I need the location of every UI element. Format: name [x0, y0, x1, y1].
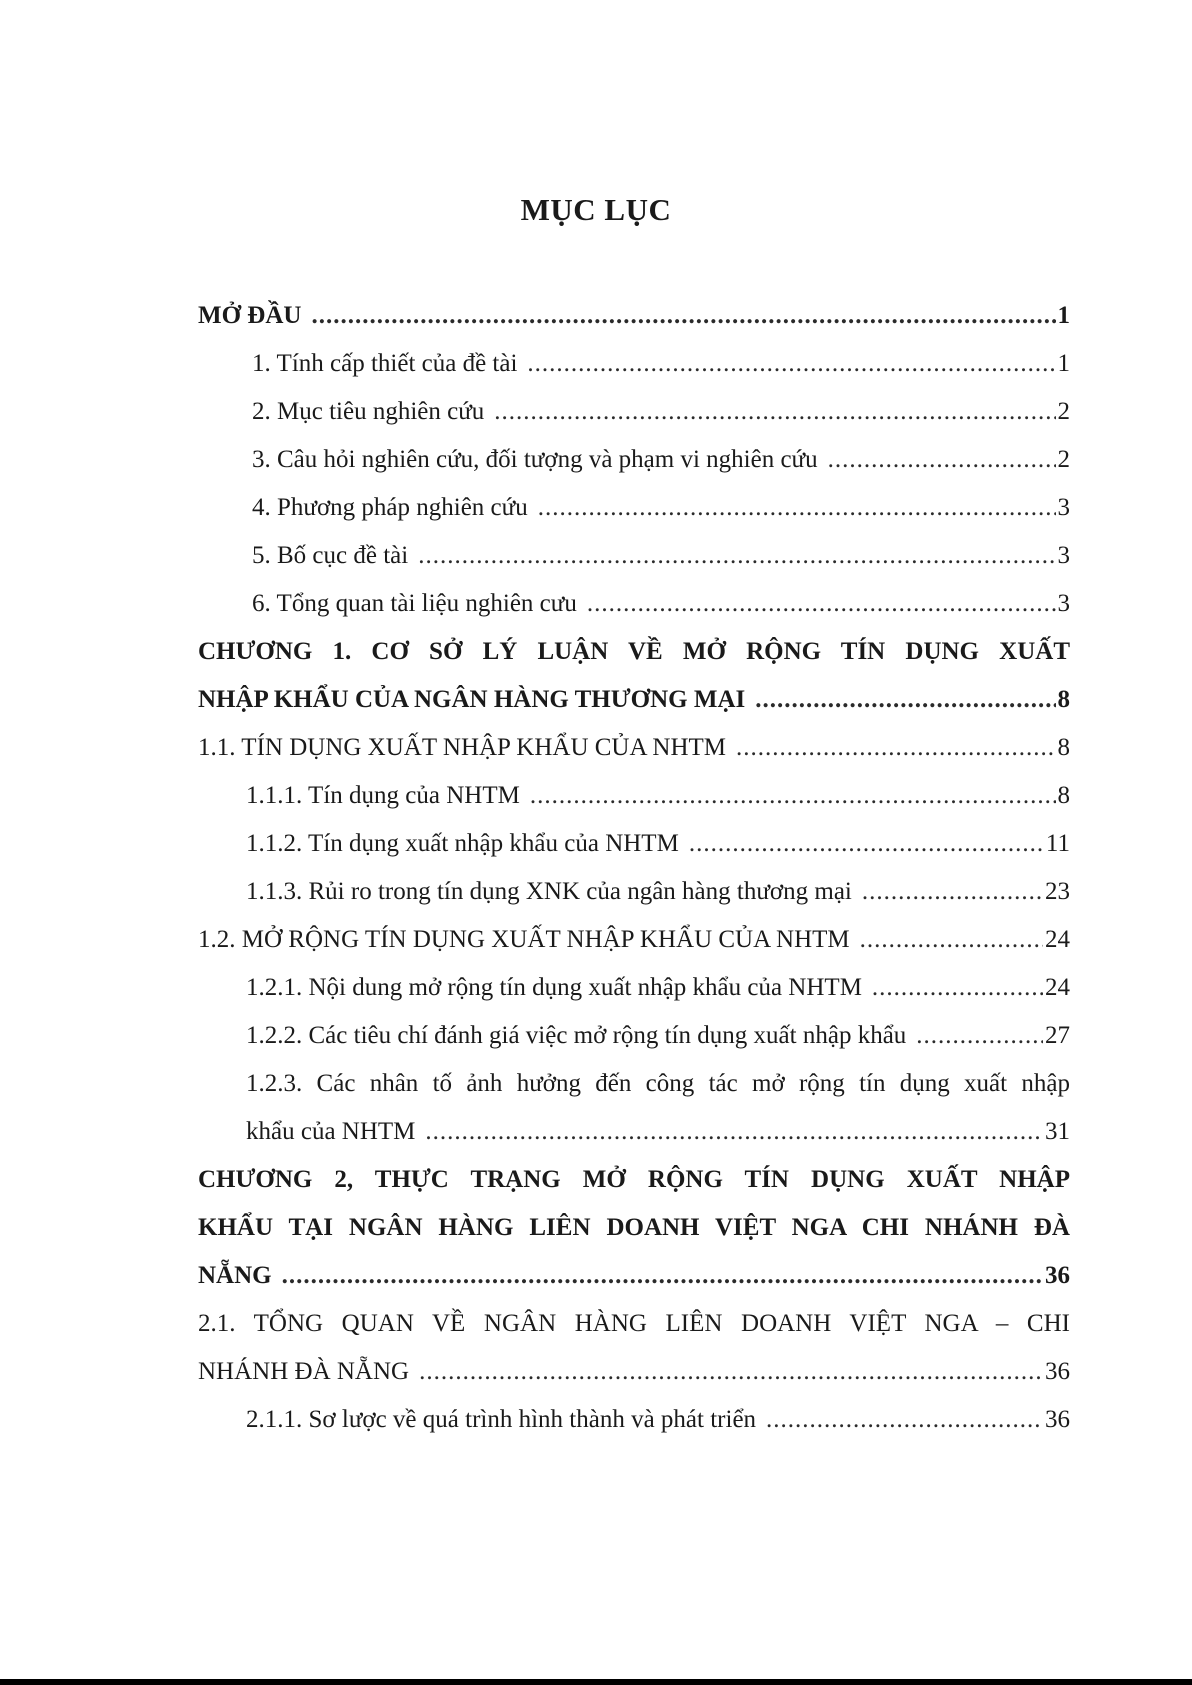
toc-page-number: 3 — [1057, 542, 1070, 569]
toc-entry-chuong-1-line-1: CHƯƠNG 1. CƠ SỞ LÝ LUẬN VỀ MỞ RỘNG TÍN DỤNG XUẤT — [198, 638, 1070, 665]
toc-entry-chuong-1 — [198, 676, 1070, 724]
toc-entry-1-1-1 — [198, 772, 1070, 820]
dot-leader — [587, 580, 1056, 628]
toc-entry-1-1-2 — [198, 820, 1070, 868]
dot-leader — [766, 1396, 1043, 1444]
dot-leader — [282, 1252, 1043, 1300]
dot-leader — [425, 1108, 1043, 1156]
toc-page-number: 3 — [1057, 494, 1070, 521]
table-of-contents — [198, 292, 1070, 1444]
toc-entry-2-1-1 — [198, 1396, 1070, 1444]
toc-entry-text: 1.2.2. Các tiêu chí đánh giá việc mở rộng tín dụng xuất nhập khẩu — [246, 1022, 907, 1049]
dot-leader — [538, 484, 1056, 532]
toc-entry-text: 1.1.2. Tín dụng xuất nhập khẩu của NHTM — [246, 830, 679, 857]
toc-entry-1 — [198, 340, 1070, 388]
dot-leader — [916, 1012, 1043, 1060]
toc-entry-text: 1.2. MỞ RỘNG TÍN DỤNG XUẤT NHẬP KHẨU CỦA NHTM — [198, 926, 850, 953]
toc-page-number: 2 — [1057, 446, 1070, 473]
toc-page-number: 24 — [1045, 926, 1070, 953]
toc-page-number: 8 — [1057, 782, 1070, 809]
toc-entry-2-1-line-1: 2.1. TỔNG QUAN VỀ NGÂN HÀNG LIÊN DOANH VIỆT NGA – CHI — [198, 1310, 1070, 1337]
toc-page-number: 24 — [1045, 974, 1070, 1001]
dot-leader — [736, 724, 1055, 772]
toc-entry-1-2-3 — [198, 1108, 1070, 1156]
dot-leader — [418, 532, 1055, 580]
toc-entry-text: 2.1.1. Sơ lược về quá trình hình thành và phát triển — [246, 1406, 757, 1433]
toc-page-number: 2 — [1057, 398, 1070, 425]
toc-entry-text: NHẬP KHẨU CỦA NGÂN HÀNG THƯƠNG MẠI — [198, 686, 746, 713]
dot-leader — [755, 676, 1055, 724]
toc-page-number: 36 — [1045, 1358, 1070, 1385]
toc-entry-text: MỞ ĐẦU — [198, 302, 302, 329]
toc-entry-text: 4. Phương pháp nghiên cứu — [252, 494, 528, 521]
dot-leader — [689, 820, 1044, 868]
bottom-border — [0, 1679, 1192, 1685]
toc-entry-mo-dau — [198, 292, 1070, 340]
dot-leader — [828, 436, 1056, 484]
toc-page-number: 8 — [1057, 734, 1070, 761]
toc-entry-3 — [198, 436, 1070, 484]
toc-entry-1-2-3-line-1: 1.2.3. Các nhân tố ảnh hưởng đến công tác mở rộng tín dụng xuất nhập — [246, 1070, 1070, 1097]
toc-page-number: 8 — [1057, 686, 1070, 713]
toc-page-number: 36 — [1045, 1406, 1070, 1433]
toc-entry-text: 1.1.1. Tín dụng của NHTM — [246, 782, 520, 809]
toc-entry-1-1-3 — [198, 868, 1070, 916]
toc-entry-text: NẴNG — [198, 1262, 272, 1289]
toc-entry-chuong-2-line-1: CHƯƠNG 2, THỰC TRẠNG MỞ RỘNG TÍN DỤNG XUẤT NHẬP — [198, 1166, 1070, 1193]
toc-entry-text: NHÁNH ĐÀ NẴNG — [198, 1358, 410, 1385]
toc-entry-1-2-1 — [198, 964, 1070, 1012]
dot-leader — [527, 340, 1055, 388]
toc-page-number: 23 — [1045, 878, 1070, 905]
dot-leader — [494, 388, 1055, 436]
toc-entry-1-2-2 — [198, 1012, 1070, 1060]
toc-entry-2-1 — [198, 1348, 1070, 1396]
toc-entry-text: 1.1.3. Rủi ro trong tín dụng XNK của ngân hàng thương mại — [246, 878, 852, 905]
dot-leader — [872, 964, 1043, 1012]
toc-page-number: 1 — [1057, 302, 1070, 329]
toc-page-number: 31 — [1045, 1118, 1070, 1145]
toc-entry-1-1 — [198, 724, 1070, 772]
toc-entry-text: 6. Tổng quan tài liệu nghiên cưu — [252, 590, 577, 617]
toc-page-number: 11 — [1045, 830, 1070, 857]
toc-entry-text: khẩu của NHTM — [246, 1118, 416, 1145]
dot-leader — [419, 1348, 1043, 1396]
toc-page-number: 3 — [1057, 590, 1070, 617]
toc-entry-text: 2. Mục tiêu nghiên cứu — [252, 398, 485, 425]
toc-entry-2 — [198, 388, 1070, 436]
toc-entry-5 — [198, 532, 1070, 580]
toc-page-number: 1 — [1057, 350, 1070, 377]
dot-leader — [862, 868, 1043, 916]
toc-entry-1-2 — [198, 916, 1070, 964]
toc-entry-text: 1.1. TÍN DỤNG XUẤT NHẬP KHẨU CỦA NHTM — [198, 734, 727, 761]
toc-entry-chuong-2-line-2: KHẨU TẠI NGÂN HÀNG LIÊN DOANH VIỆT NGA CHI NHÁNH ĐÀ — [198, 1214, 1070, 1241]
toc-entry-text: 5. Bố cục đề tài — [252, 542, 409, 569]
toc-entry-chuong-2 — [198, 1252, 1070, 1300]
toc-page-number: 27 — [1045, 1022, 1070, 1049]
toc-entry-6 — [198, 580, 1070, 628]
toc-entry-text: 1. Tính cấp thiết của đề tài — [252, 350, 518, 377]
page-title: MỤC LỤC — [520, 192, 672, 227]
dot-leader — [530, 772, 1056, 820]
toc-entry-text: 3. Câu hỏi nghiên cứu, đối tượng và phạm vi nghiên cứu — [252, 446, 818, 473]
dot-leader — [311, 292, 1055, 340]
toc-page-number: 36 — [1045, 1262, 1070, 1289]
toc-entry-4 — [198, 484, 1070, 532]
toc-entry-text: 1.2.1. Nội dung mở rộng tín dụng xuất nhập khẩu của NHTM — [246, 974, 862, 1001]
dot-leader — [860, 916, 1043, 964]
